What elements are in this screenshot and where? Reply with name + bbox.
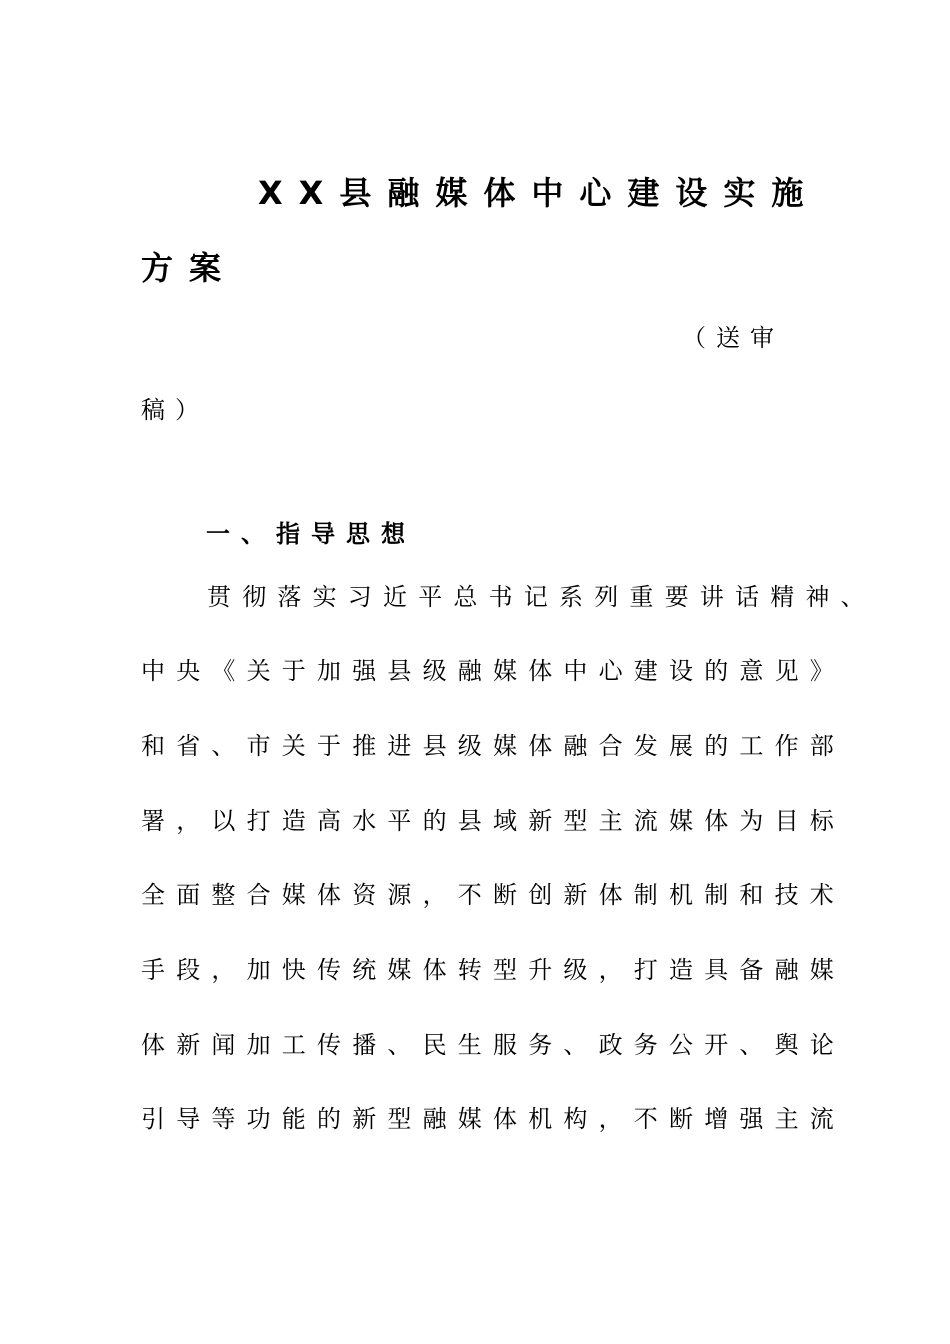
body-line: 手段，加快传统媒体转型升级，打造具备融媒 — [141, 956, 845, 984]
document-title-line-2: 方案 — [141, 249, 238, 287]
document-title-line-1: XX县融媒体中心建设实施 — [258, 174, 820, 212]
body-line: 全面整合媒体资源，不断创新体制机制和技术 — [141, 881, 845, 909]
body-line: 体新闻加工传播、民生服务、政务公开、舆论 — [141, 1031, 845, 1059]
body-line: 中央《关于加强县级融媒体中心建设的意见》 — [141, 657, 845, 685]
section-heading: 一、指导思想 — [206, 520, 416, 548]
body-line: 和省、市关于推进县级媒体融合发展的工作部 — [141, 732, 845, 760]
draft-note-line-1: （送审 — [682, 324, 784, 352]
body-line: 引导等功能的新型融媒体机构，不断增强主流 — [141, 1105, 845, 1133]
body-line: 贯彻落实习近平总书记系列重要讲话精神、 — [207, 583, 876, 611]
draft-note-line-2: 稿） — [141, 396, 209, 424]
body-line: 署，以打造高水平的县域新型主流媒体为目标 — [141, 807, 845, 835]
